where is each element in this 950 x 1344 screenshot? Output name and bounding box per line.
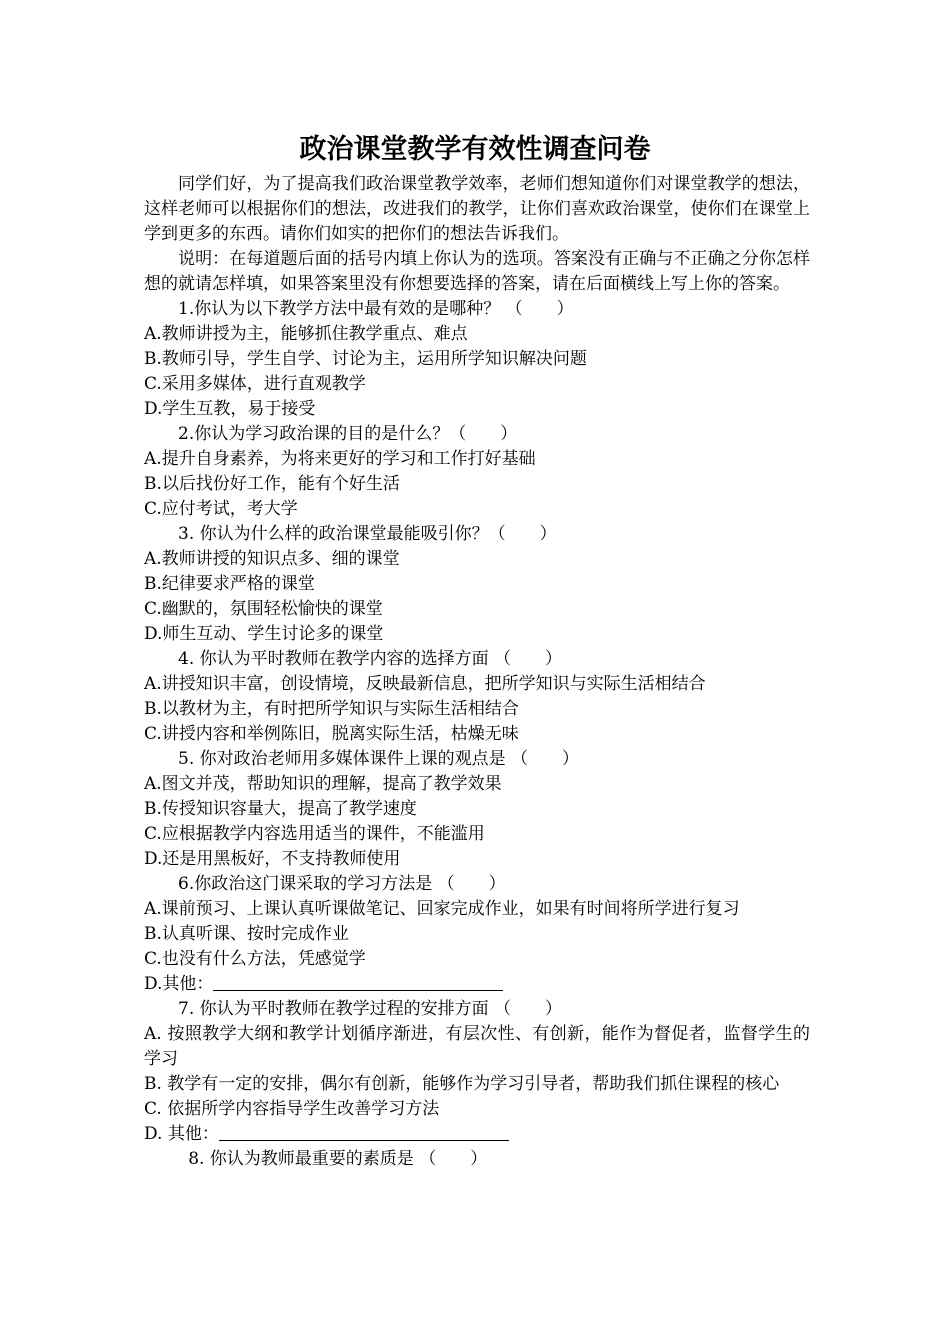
question-3-option-d: D.师生互动、学生讨论多的课堂 xyxy=(144,624,384,644)
question-1-option-c: C.采用多媒体，进行直观教学 xyxy=(144,374,366,394)
question-7-option-b: B. 教学有一定的安排，偶尔有创新，能够作为学习引导者，帮助我们抓住课程的核心 xyxy=(144,1074,780,1094)
question-2-option-b: B.以后找份好工作，能有个好生活 xyxy=(144,474,400,494)
question-4-option-b: B.以教材为主，有时把所学知识与实际生活相结合 xyxy=(144,699,519,719)
question-5: 5. 你对政治老师用多媒体课件上课的观点是 （ ） xyxy=(178,749,580,769)
question-4: 4. 你认为平时教师在教学内容的选择方面 （ ） xyxy=(178,649,563,669)
question-7-option-a: A. 按照教学大纲和教学计划循序渐进，有层次性、有创新，能作为督促者，监督学生的学习 xyxy=(144,1024,810,1069)
question-3-option-b: B.纪律要求严格的课堂 xyxy=(144,574,315,594)
question-8: 8. 你认为教师最重要的素质是 （ ） xyxy=(188,1149,488,1169)
document-body xyxy=(144,172,810,1172)
question-1: 1.你认为以下教学方法中最有效的是哪种？ （ ） xyxy=(178,299,574,319)
question-6-other-label: D.其他： xyxy=(144,974,214,994)
question-6-option-b: B.认真听课、按时完成作业 xyxy=(144,924,349,944)
question-1-option-b: B.教师引导，学生自学、讨论为主，运用所学知识解决问题 xyxy=(144,349,587,369)
document-title: 政治课堂教学有效性调查问卷 xyxy=(299,134,651,165)
question-6-option-c: C.也没有什么方法，凭感觉学 xyxy=(144,949,366,969)
question-5-option-b: B.传授知识容量大，提高了教学速度 xyxy=(144,799,417,819)
question-3: 3. 你认为什么样的政治课堂最能吸引你？（ ） xyxy=(178,524,557,544)
question-5-option-a: A.图文并茂，帮助知识的理解，提高了教学效果 xyxy=(144,774,502,794)
question-6-other-blank[interactable] xyxy=(213,989,503,991)
question-6-option-other xyxy=(144,972,810,997)
question-3-option-a: A.教师讲授的知识点多、细的课堂 xyxy=(144,549,400,569)
question-4-option-a: A.讲授知识丰富，创设情境，反映最新信息，把所学知识与实际生活相结合 xyxy=(144,674,706,694)
question-7-other-label: D. 其他： xyxy=(144,1124,219,1144)
question-7-other-blank[interactable] xyxy=(219,1139,509,1141)
question-4-option-c: C.讲授内容和举例陈旧，脱离实际生活，枯燥无味 xyxy=(144,724,519,744)
question-3-option-c: C.幽默的，氛围轻松愉快的课堂 xyxy=(144,599,383,619)
question-5-option-d: D.还是用黑板好，不支持教师使用 xyxy=(144,849,401,869)
instructions-paragraph: 说明：在每道题后面的括号内填上你认为的选项。答案没有正确与不正确之分你怎样想的就请怎样填，如果答案里没有你想要选择的答案，请在后面横线上写上你的答案。 xyxy=(144,249,810,294)
question-6: 6.你政治这门课采取的学习方法是 （ ） xyxy=(178,874,506,894)
question-6-option-a: A.课前预习、上课认真听课做笔记、回家完成作业，如果有时间将所学进行复习 xyxy=(144,899,740,919)
question-1-option-a: A.教师讲授为主，能够抓住教学重点、难点 xyxy=(144,324,468,344)
intro-paragraph: 同学们好，为了提高我们政治课堂教学效率，老师们想知道你们对课堂教学的想法，这样老师可以根据你们的想法，改进我们的教学，让你们喜欢政治课堂，使你们在课堂上学到更多的东西。请你们如实的把你们的想法告诉我们。 xyxy=(144,174,810,244)
question-7-option-other xyxy=(144,1122,810,1147)
question-7: 7. 你认为平时教师在教学过程的安排方面 （ ） xyxy=(178,999,563,1019)
question-7-option-c: C. 依据所学内容指导学生改善学习方法 xyxy=(144,1099,440,1119)
question-5-option-c: C.应根据教学内容选用适当的课件，不能滥用 xyxy=(144,824,485,844)
question-2-option-c: C.应付考试，考大学 xyxy=(144,499,298,519)
question-2-option-a: A.提升自身素养，为将来更好的学习和工作打好基础 xyxy=(144,449,536,469)
question-2: 2.你认为学习政治课的目的是什么？（ ） xyxy=(178,424,518,444)
question-1-option-d: D.学生互教，易于接受 xyxy=(144,399,316,419)
